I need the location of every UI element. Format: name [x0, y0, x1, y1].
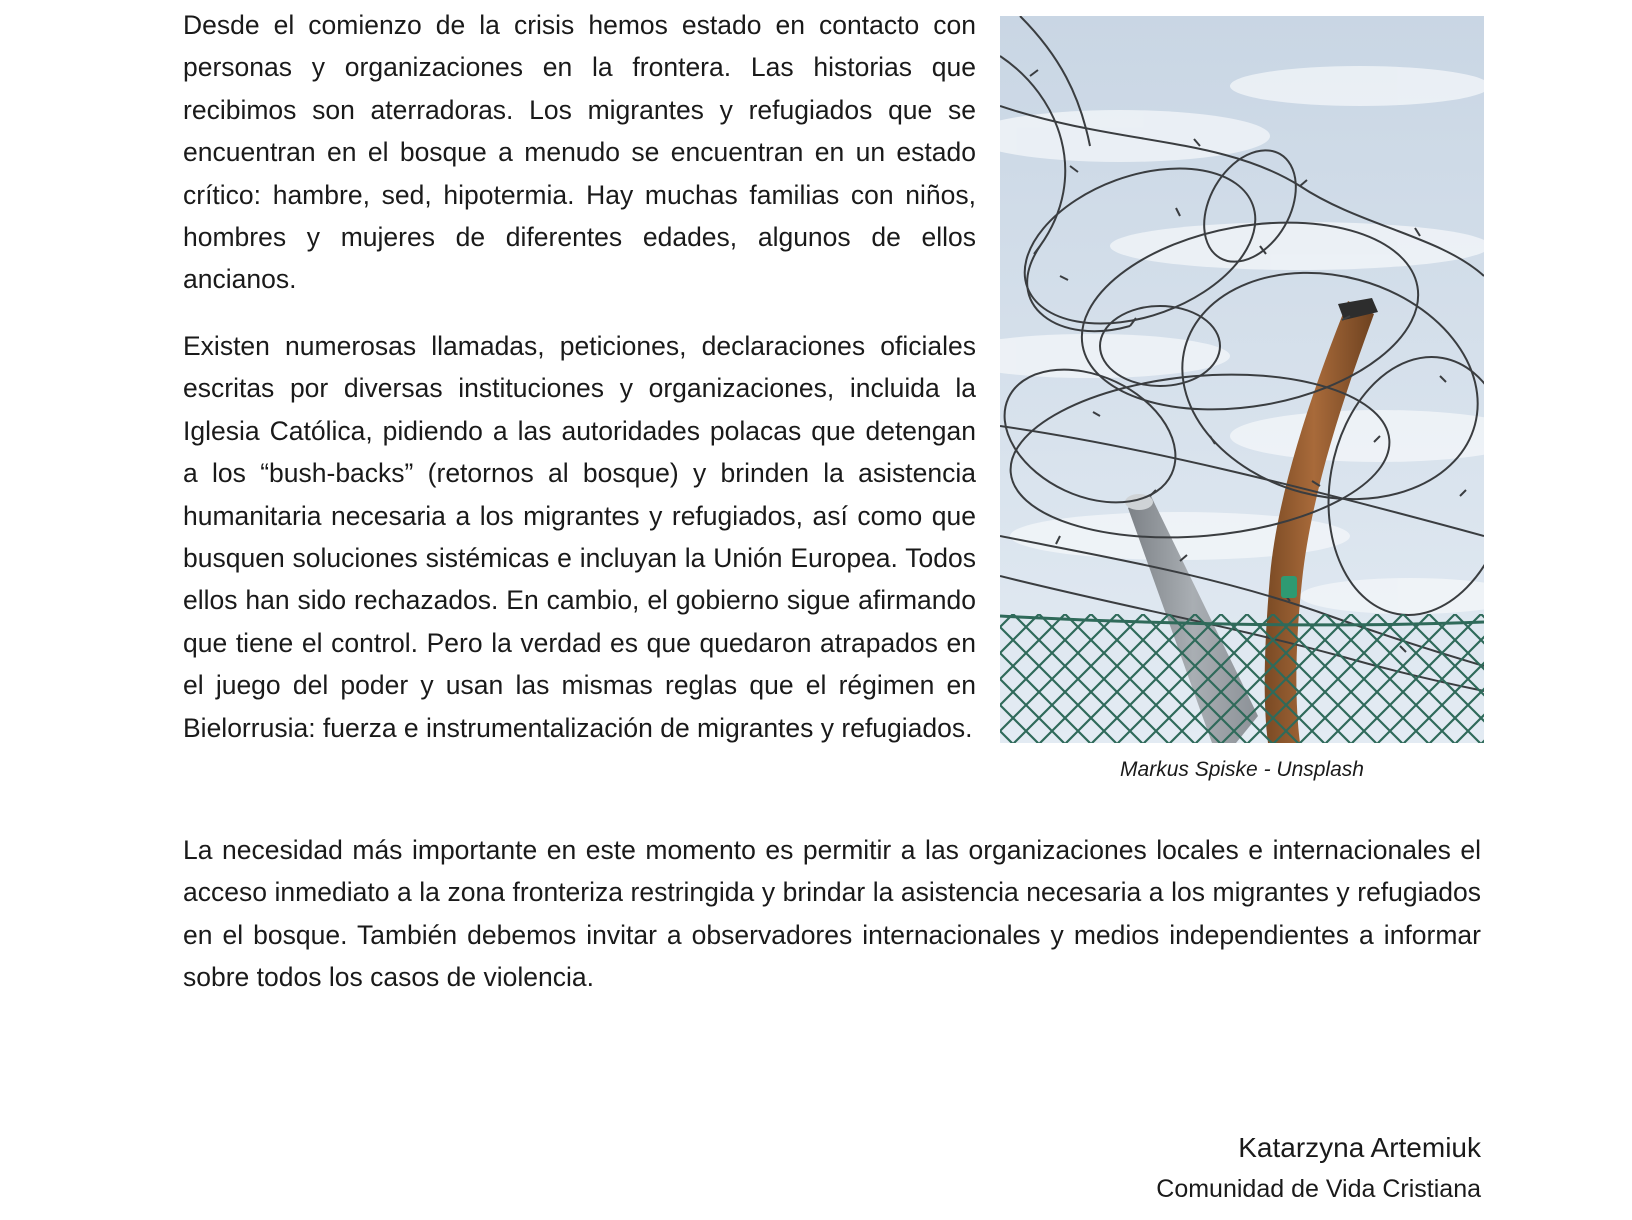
paragraph-crisis-stories: Desde el comienzo de la crisis hemos estado en contacto con personas y organizaciones en la frontera. Las historias que recibimos son aterradoras. Los migrantes y refugiados que se encuentran en el bosque a menudo se encuentran en un estado crítico: hambre, sed, hipotermia. Hay muchas familias con niños, hombres y mujeres de diferentes edades, algunos de ellos ancianos.	[183, 10, 976, 295]
paragraph-official-calls: Existen numerosas llamadas, peticiones, declaraciones oficiales escritas por diversas instituciones y organizaciones, incluida la Iglesia Católica, pidiendo a las autoridades polacas que detengan a los “bush-backs” (retornos al bosque) y brinden la asistencia humanitaria necesaria a los migrantes y refugiados, así como que busquen soluciones sistémicas e incluyan la Unión Europea. Todos ellos han sido rechazados. En cambio, el gobierno sigue afirmando que tiene el control. Pero la verdad es que quedaron atrapados en el juego del poder y usan las mismas reglas que el régimen en Bielorrusia: fuerza e instrumentalización de migrantes y refugiados.	[183, 331, 976, 743]
photo-caption: Markus Spiske - Unsplash	[1120, 758, 1364, 781]
author-organization: Comunidad de Vida Cristiana	[1156, 1175, 1481, 1203]
paragraph-urgent-needs: La necesidad más importante en este momento es permitir a las organizaciones locales e internacionales el acceso inmediato a la zona fronteriza restringida y brindar la asistencia necesaria a los migrantes y refugiados en el bosque. También debemos invitar a observadores internacionales y medios independientes a informar sobre todos los casos de violencia.	[183, 835, 1481, 993]
barbed-wire-fence-photo	[1000, 16, 1484, 743]
author-name: Katarzyna Artemiuk	[1238, 1132, 1481, 1163]
